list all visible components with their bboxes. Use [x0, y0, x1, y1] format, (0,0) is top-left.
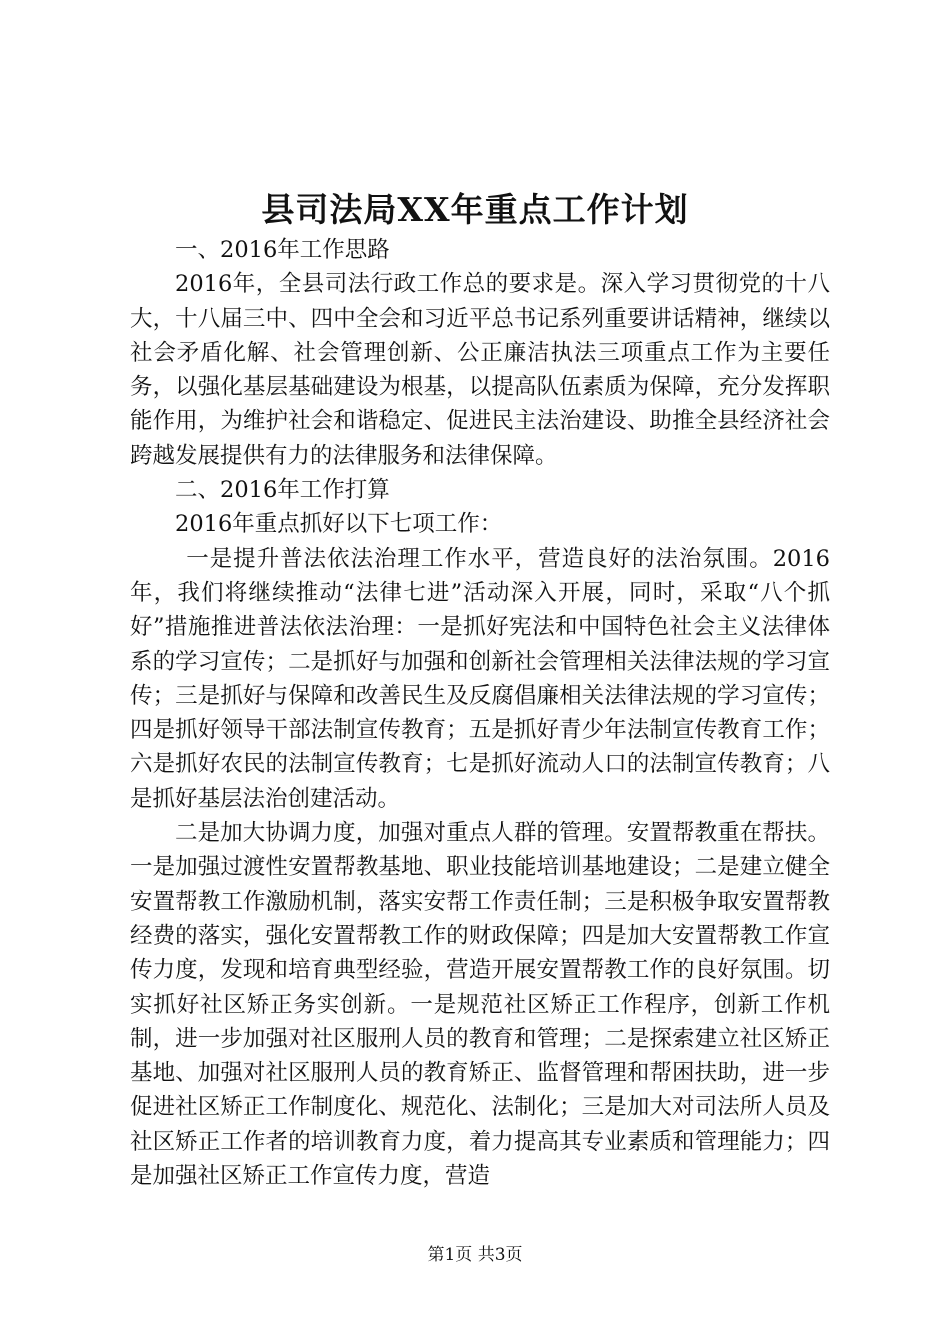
paragraph-4: 二是加大协调力度，加强对重点人群的管理。安置帮教重在帮扶。一是加强过渡性安置帮教基地、职业技能培训基地建设；二是建立健全安置帮教工作激励机制，落实安帮工作责任制；三是积极争取安置帮教经费的落实，强化安置帮教工作的财政保障；四是加大安置帮教工作宣传力度，发现和培育典型经验，营造开展安置帮教工作的良好氛围。切实抓好社区矫正务实创新。一是规范社区矫正工作程序，创新工作机制，进一步加强对社区服刑人员的教育和管理；二是探索建立社区矫正基地、加强对社区服刑人员的教育矫正、监督管理和帮困扶助，进一步促进社区矫正工作制度化、规范化、法制化；三是加大对司法所人员及社区矫正工作者的培训教育力度，着力提高其专业素质和管理能力；四是加强社区矫正工作宣传力度，营造	[130, 820, 830, 1190]
paragraph-3: 一是提升普法依法治理工作水平，营造良好的法治氛围。2016年，我们将继续推动“法律七进”活动深入开展，同时，采取“八个抓好”措施推进普法依法治理：一是抓好宪法和中国特色社会主义法律体系的学习宣传；二是抓好与加强和创新社会管理相关法律法规的学习宣传；三是抓好与保障和改善民生及反腐倡廉相关法律法规的学习宣传；四是抓好领导干部法制宣传教育；五是抓好青少年法制宣传教育工作；六是抓好农民的法制宣传教育；七是抓好流动人口的法制宣传教育；八是抓好基层法治创建活动。	[130, 545, 830, 812]
page-footer: 第1页 共3页	[427, 1245, 523, 1265]
paragraph-2: 2016年重点抓好以下七项工作：	[175, 511, 503, 538]
document-body	[130, 233, 830, 1193]
document-title: 县司法局XX年重点工作计划	[261, 190, 689, 229]
paragraph-1: 2016年，全县司法行政工作总的要求是。深入学习贯彻党的十八大，十八届三中、四中全会和习近平总书记系列重要讲话精神，继续以社会矛盾化解、社会管理创新、公正廉洁执法三项重点工作为主要任务，以强化基层基础建设为根基，以提高队伍素质为保障，充分发挥职能作用，为维护社会和谐稳定、促进民主法治建设、助推全县经济社会跨越发展提供有力的法律服务和法律保障。	[130, 271, 830, 469]
section-heading-2: 二、2016年工作打算	[175, 477, 390, 504]
section-heading-1: 一、2016年工作思路	[175, 237, 390, 263]
